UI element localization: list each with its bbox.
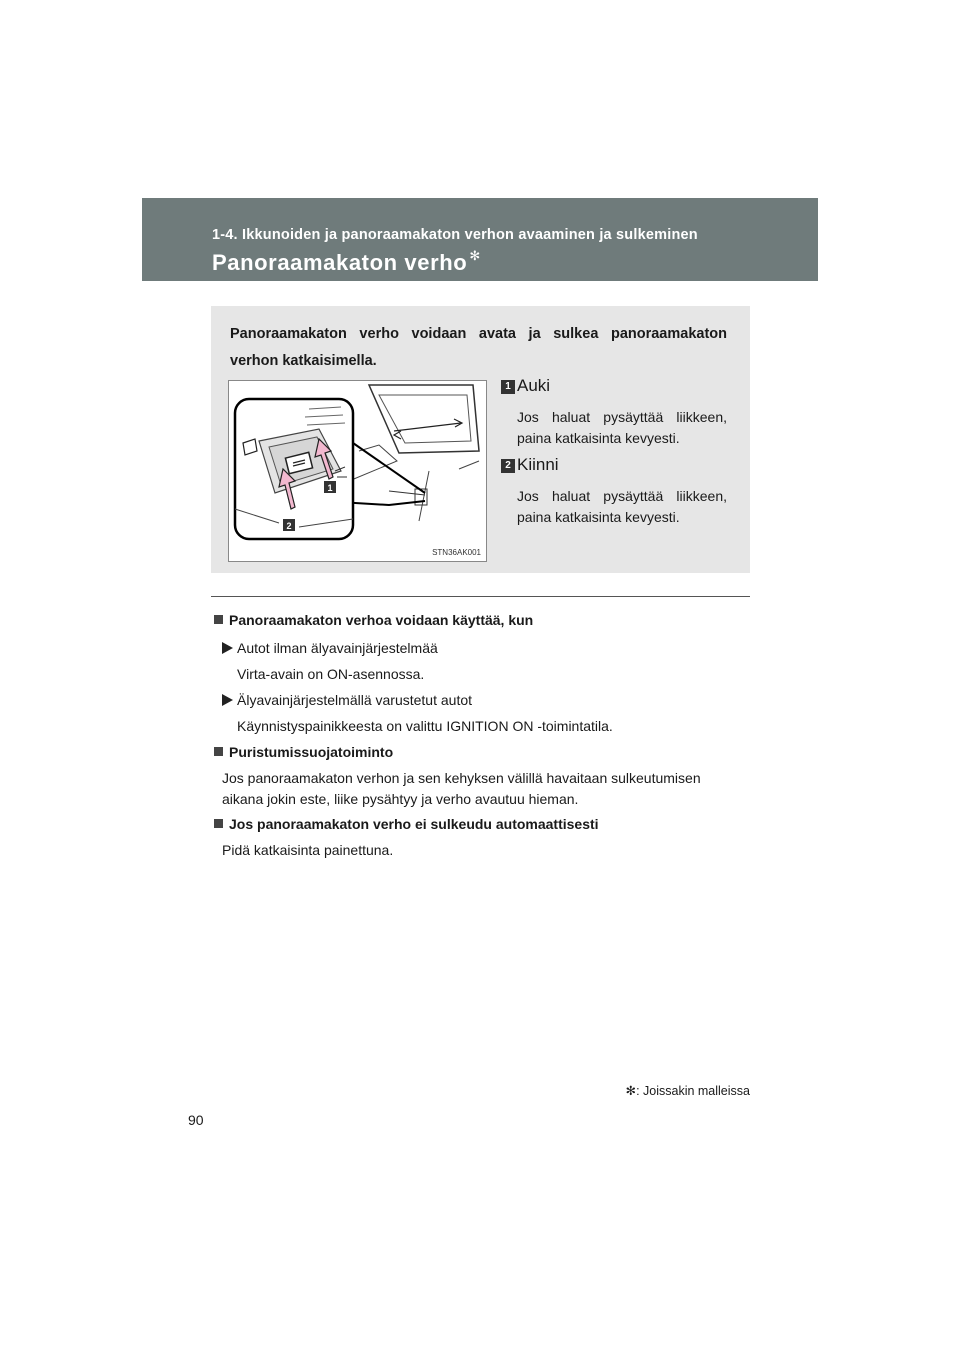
note-bullet: Älyavainjärjestelmällä varustetut autot	[222, 692, 472, 708]
note-text: Pidä katkaisinta painettuna.	[222, 842, 394, 858]
step-description: Jos haluat pysäyttää liikkeen, paina katkaisinta kevyesti.	[517, 488, 727, 525]
step-number: 1	[501, 380, 515, 394]
triangle-bullet-icon	[222, 694, 233, 706]
triangle-bullet-icon	[222, 642, 233, 654]
step-open	[501, 376, 550, 396]
square-bullet-icon	[214, 819, 223, 828]
note-heading: Jos panoraamakaton verho ei sulkeudu automaattisesti	[214, 816, 599, 832]
step-close	[501, 455, 559, 475]
svg-text:2: 2	[286, 521, 292, 531]
note-text: Jos panoraamakaton verhon ja sen kehyksen välillä havaitaan sulkeutumisen	[222, 770, 701, 786]
asterisk-icon: ✻	[625, 1084, 637, 1098]
step-number: 2	[501, 459, 515, 473]
note-text: Virta-avain on ON-asennossa.	[237, 666, 425, 682]
footnote: ✻: Joissakin malleissa	[625, 1084, 750, 1098]
section-label: 1-4. Ikkunoiden ja panoraamakaton verhon avaaminen ja sulkeminen	[212, 227, 698, 243]
divider	[211, 596, 750, 597]
note-text: Käynnistyspainikkeesta on valittu IGNITION ON -toimintatila.	[237, 718, 613, 734]
illustration-drawing	[229, 381, 486, 561]
square-bullet-icon	[214, 747, 223, 756]
switch-illustration	[228, 380, 487, 562]
svg-text:1: 1	[327, 483, 333, 493]
note-text: aikana jokin este, liike pysähtyy ja verho avautuu hieman.	[222, 791, 579, 807]
note-bullet: Autot ilman älyavainjärjestelmää	[222, 640, 438, 656]
step-description: Jos haluat pysäyttää liikkeen, paina katkaisinta kevyesti.	[517, 409, 727, 446]
step-label: Kiinni	[517, 455, 559, 474]
page-title: Panoraamakaton verho ✻	[212, 248, 481, 275]
asterisk-icon: ✻	[469, 248, 481, 263]
note-heading: Puristumissuojatoiminto	[214, 744, 393, 760]
step-label: Auki	[517, 376, 551, 395]
intro-text: Panoraamakaton verho voidaan avata ja sulkea panoraamakaton verhon katkaisimella.	[230, 326, 727, 369]
page-number: 90	[188, 1112, 204, 1128]
figure-code: STN36AK001	[432, 548, 481, 557]
note-heading: Panoraamakaton verhoa voidaan käyttää, kun	[214, 612, 533, 628]
section-header	[142, 198, 818, 281]
info-box	[211, 306, 750, 573]
square-bullet-icon	[214, 615, 223, 624]
